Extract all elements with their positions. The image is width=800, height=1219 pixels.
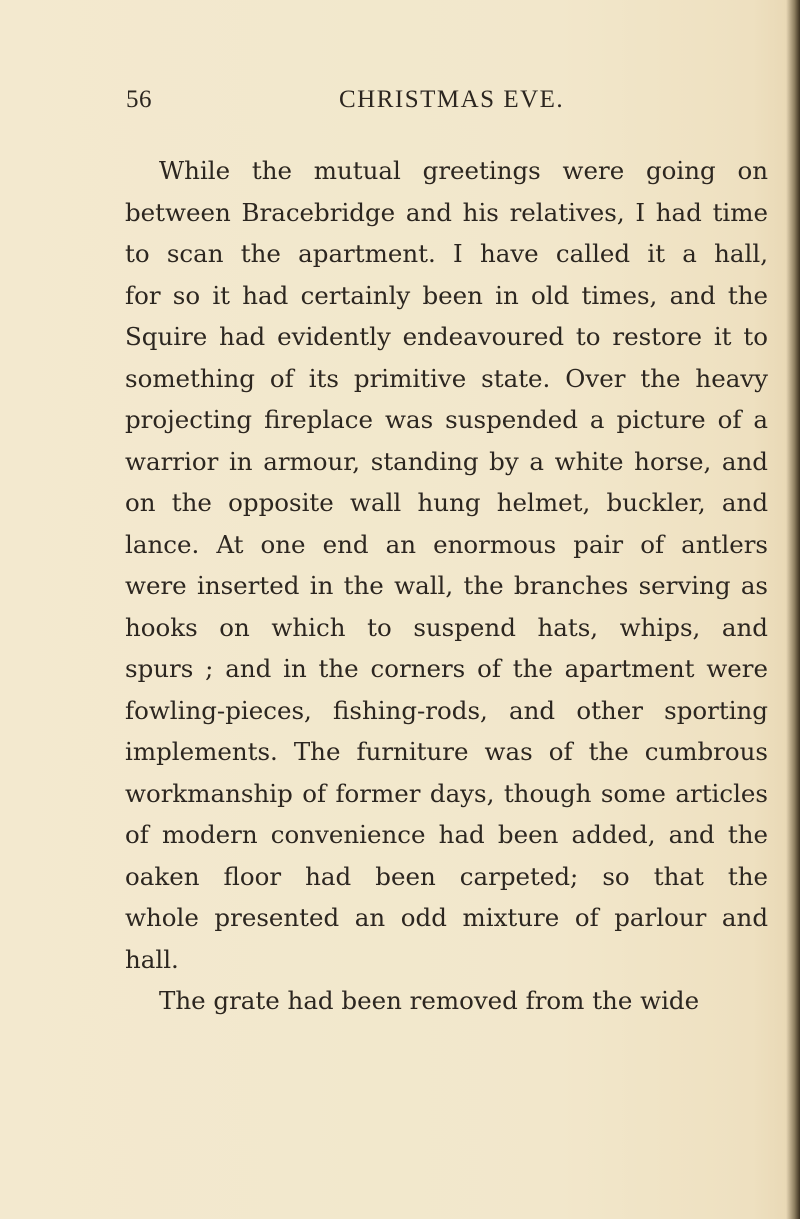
text-line: The grate had been removed from the wide [159,986,700,1015]
text-line: between Bracebridge and his relatives, I had time [125,197,768,227]
text-line: whole presented an odd mixture of parlour and [125,903,768,932]
text-line: lance. At one end an enormous pair of antlers [125,529,768,559]
page-edge-shadow [786,0,800,1219]
text-line: were inserted in the wall, the branches serving as [125,571,768,600]
text-line: workmanship of former days, though some articles [125,778,768,808]
text-line: for so it had certainly been in old times, and the [125,280,768,310]
page-number: 56 [126,86,152,113]
text-line: projecting fireplace was suspended a picture of a [125,405,768,434]
text-line: fowling-pieces, fishing-rods, and other sporting [125,695,768,725]
text-line: implements. The furniture was of the cumbrous [125,737,768,766]
text-line: oaken floor had been carpeted; so that the [125,861,768,891]
text-line: spurs ; and in the corners of the apartment were [125,654,768,683]
text-line: hall. [125,944,179,974]
text-line: to scan the apartment. I have called it a hall, [125,239,768,268]
text-line: While the mutual greetings were going on [159,156,768,185]
text-line: Squire had evidently endeavoured to restore it to [125,322,768,351]
text-line: hooks on which to suspend hats, whips, and [125,612,768,642]
text-line: on the opposite wall hung helmet, buckler, and [125,488,768,517]
running-head [126,86,726,120]
running-title: CHRISTMAS EVE. [339,86,565,113]
text-line: of modern convenience had been added, and the [125,820,768,849]
text-line: something of its primitive state. Over the heavy [125,363,768,393]
text-line: warrior in armour, standing by a white horse, and [125,446,768,476]
body-text [125,150,768,1022]
